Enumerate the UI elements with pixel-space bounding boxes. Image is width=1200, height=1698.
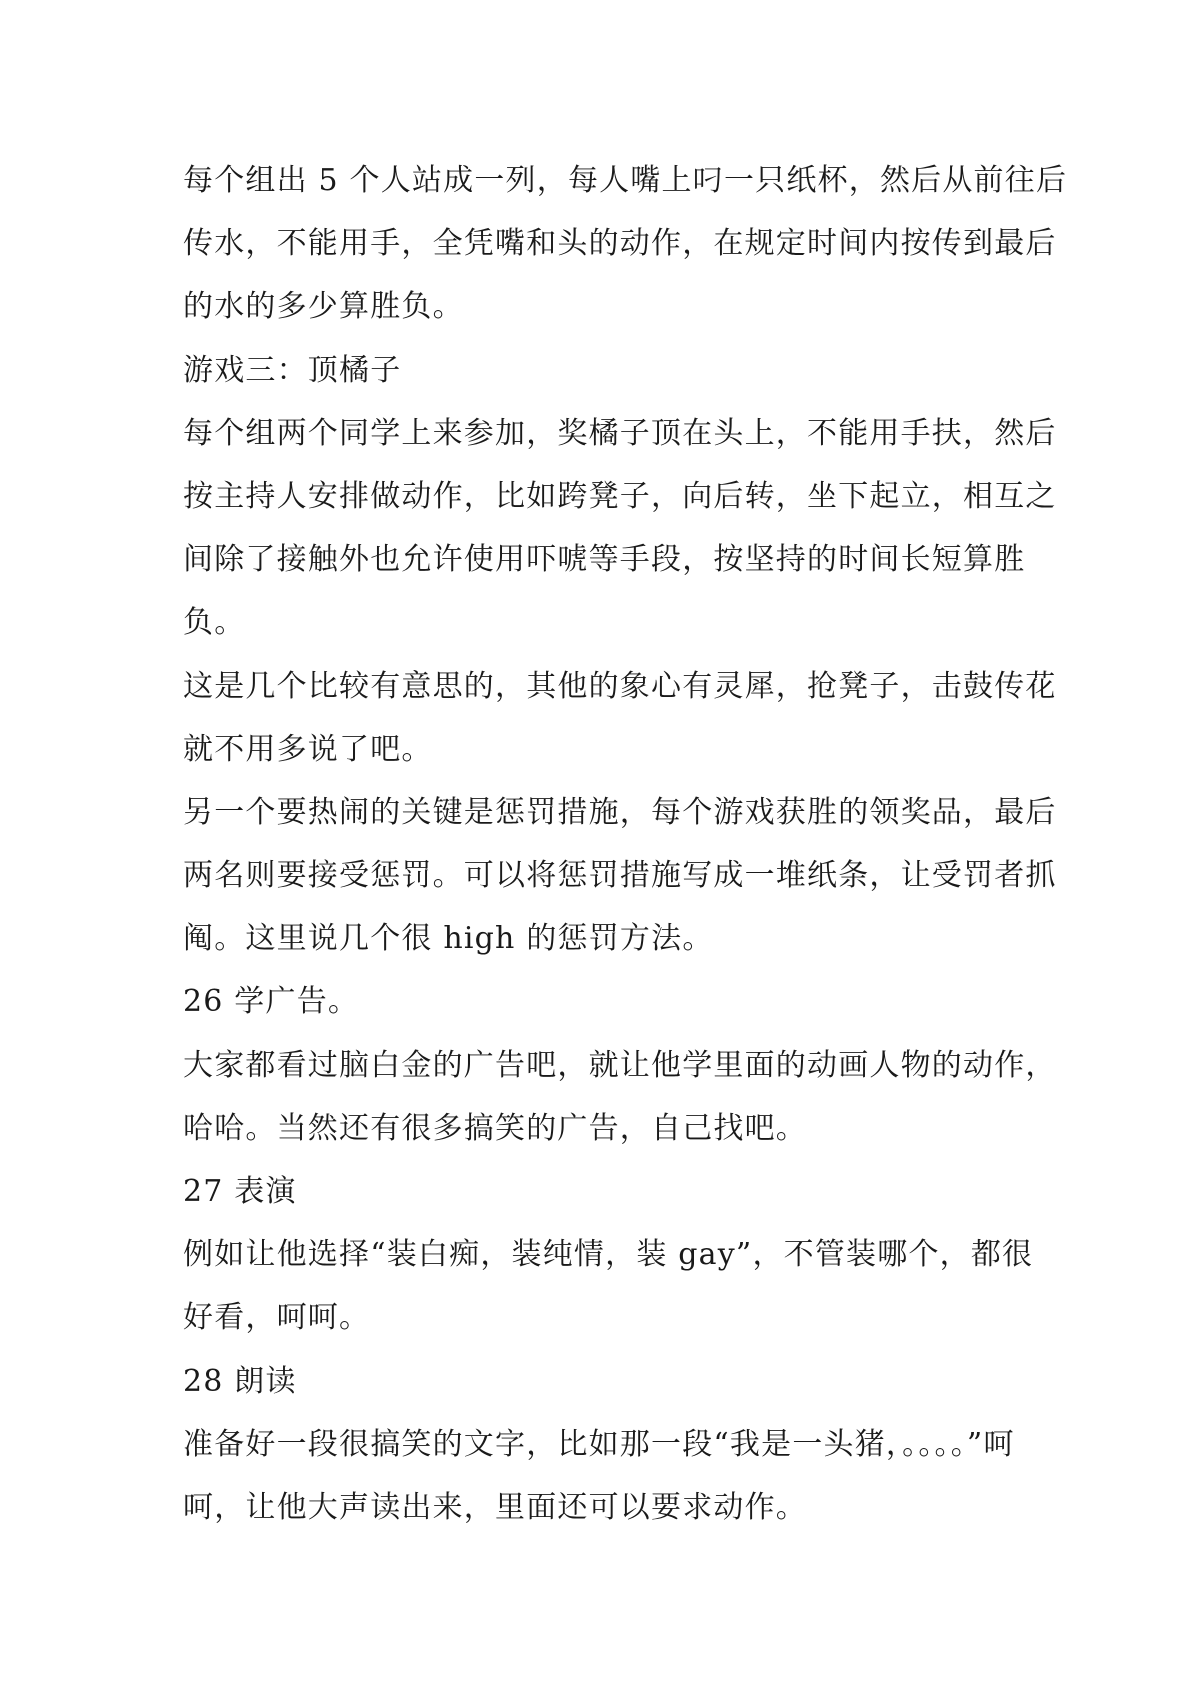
text-line: 负。: [183, 605, 246, 641]
text-line: 呵，让他大声读出来，里面还可以要求动作。: [183, 1489, 807, 1525]
text-line: 大家都看过脑白金的广告吧，就让他学里面的动画人物的动作，: [183, 1047, 1057, 1083]
text-line: 另一个要热闹的关键是惩罚措施，每个游戏获胜的领奖品，最后: [183, 794, 1057, 830]
text-line: 好看，呵呵。: [183, 1300, 371, 1336]
text-line: 这是几个比较有意思的，其他的象心有灵犀，抢凳子，击鼓传花: [183, 668, 1057, 704]
text-line: 每个组出 5 个人站成一列，每人嘴上叼一只纸杯，然后从前往后: [183, 163, 1068, 198]
text-line: 传水，不能用手，全凭嘴和头的动作，在规定时间内按传到最后: [183, 226, 1057, 262]
text-line: 的水的多少算胜负。: [183, 289, 464, 325]
text-line: 准备好一段很搞笑的文字，比如那一段“我是一头猪，。。。。”呵: [183, 1426, 1015, 1462]
section-heading: 26 学广告。: [183, 984, 360, 1020]
text-line: 例如让他选择“装白痴，装纯情，装 gay”，不管装哪个，都很: [183, 1237, 1034, 1273]
text-line: 哈哈。当然还有很多搞笑的广告，自己找吧。: [183, 1110, 807, 1146]
text-line: 两名则要接受惩罚。可以将惩罚措施写成一堆纸条，让受罚者抓: [183, 858, 1057, 894]
text-line: 间除了接触外也允许使用吓唬等手段，按坚持的时间长短算胜: [183, 542, 1026, 578]
section-heading: 游戏三：顶橘子: [183, 352, 402, 388]
text-line: 每个组两个同学上来参加，奖橘子顶在头上，不能用手扶，然后: [183, 415, 1057, 451]
text-line: 就不用多说了吧。: [183, 731, 433, 767]
section-heading: 28 朗读: [183, 1363, 297, 1399]
text-line: 阄。这里说几个很 high 的惩罚方法。: [183, 921, 714, 957]
text-line: 按主持人安排做动作，比如跨凳子，向后转，坐下起立，相互之: [183, 478, 1057, 514]
body-text: [183, 149, 1068, 1539]
section-heading: 27 表演: [183, 1174, 297, 1209]
